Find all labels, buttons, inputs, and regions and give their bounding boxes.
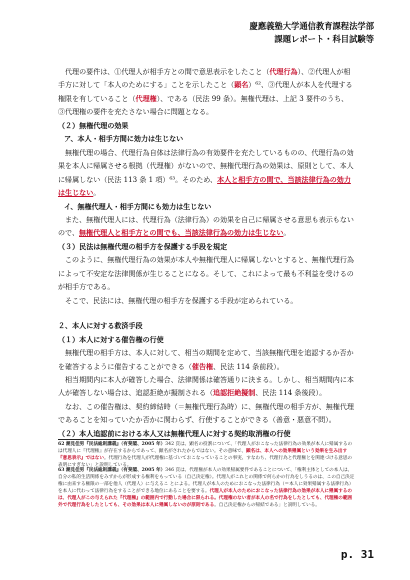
subsection-heading: ア、本人・相手方間に効力は生じない <box>64 134 184 144</box>
paragraph: 無権代理の場合、代理行為自体は法律行為の有効要件を充たしているものの、代理行為の効果を本人に帰属させる根拠（代理権）がないので、無権代理行為の効果は、原則として、本人に帰属しない（民法 113 条 1 項）⁶³。そのため、本人と相手方の間で、当該法律行為の効力は生じない。 <box>58 147 354 198</box>
paragraph: 相当期間内に本人が確答した場合、法律関係は確答通りに決まる。しかし、相当期間内に本人が確答しない場合は、追認拒絶が擬制される（追認拒絶擬制、民法 114 条後段）。 <box>58 374 354 398</box>
subsection-heading: イ、無権代理人・相手方間にも効力は生じない <box>64 201 212 211</box>
paragraph: 無権代理の相手方は、本人に対して、相当の期間を定めて、当該無権代理を追認するか否かを確答するように催告することができる（催告権、民法 114 条前段）。 <box>58 348 354 371</box>
paragraph: このように、無権代理行為の効果が本人や無権代理人に帰属しないとすると、無権代理行為によって不安定な法律関係が生じることになる。そして、これによって最も不利益を受けるのが相手方である。 <box>58 255 354 292</box>
paragraph: なお、この催告権は、契約締結時（＝無権代理行為時）に、無権代理の相手方が、無権代理であることを知っていたか否かに関わらず、行使することができる（善意・悪意不問）。 <box>58 401 354 425</box>
footnote-divider <box>58 439 170 440</box>
paragraph: 代理の要件は、①代理人が相手方との間で意思表示をしたこと（代理行為）、②代理人が相手方に対して「本人のためにする」ことを示したこと（顕名）⁶²、③代理人が本人を代理する権限を有していること（代理権）、である（民法 99 条）。無権代理は、上記 3 要件のうち、③代理権の要件を充たさない場合に問題となる。 <box>58 67 353 117</box>
header-subtitle: 課題レポート・科目試験等 <box>274 34 374 44</box>
header-university: 慶應義塾大学通信教育課程法学部 <box>249 21 374 31</box>
paragraph: また、無権代理人には、代理行為（法律行為）の効果を自己に帰属させる意思も表示もないので、無権代理人と相手方との間でも、当該法律行為の効力は生じない。 <box>58 214 354 238</box>
section-heading: （３）民法は無権代理の相手方を保護する手段を規定 <box>58 241 228 251</box>
paragraph: そこで、民法には、無権代理の相手方を保護する手段が定められている。 <box>65 295 298 305</box>
page-number: p. 31 <box>340 548 374 561</box>
subsection-heading: （１）本人に対する催告権の行使 <box>58 334 164 344</box>
footnote: 63 潮見佳男『民法総則講義』（有斐閣、2005 年）346 頁は、代理権が本人の効果帰属要件であることについて、「権利主体としての本人は、自分の私的生活関係をみずからが形成する権利をもっている（自己決定権）。代理人がこれとの関係で何らかの行為をしうるのは、この自己決定権に由来する権限の一部を他人（代理人）に与えるこ とによる。代理人が本人のためにおこなった法律行為（＝本人に効果帰属する法律行為）を本人に代わって法律行為をすることができる地位にあることを要する。代理人が本人のためにおこなった法律行為の効果が本人に帰属するのは、代理人がこの与えられた『代理権』の範囲内で行動した場合に限られる。代理権のない者が本人の名で行為をしたとしても、代理権の範囲外で代理行為をしたとしても、その効果は本人に帰属しないのが原則である。自己決定権からの帰結である」と説明している。 <box>58 468 355 508</box>
subsection-heading: （２）本人追認前における本人又は無権代理人に対する契約取消権の行使 <box>58 428 291 438</box>
document-body <box>58 65 354 440</box>
footnote: 62 潮見佳男『民法総則講義』（有斐閣、2005 年）342 頁は、顕名の役割について、「代理人がおこなった法律行為の効果が本人に帰属するのは代理人に『代理権』が存在するからであって、顕名がされたからではない。その意味で、顕名は、本人への効果帰属という効果を生み出す『意思表示』ではない。代理行為を代理人が代理権に基づいておこなっていることの事実、すなわち、代理行為と代理権とを関連づける意思の表明にすぎない」と説明している。 <box>58 442 353 468</box>
section-heading: （２）無権代理の効果 <box>58 120 129 130</box>
section-heading: ２、本人に対する救済手段 <box>58 321 143 331</box>
